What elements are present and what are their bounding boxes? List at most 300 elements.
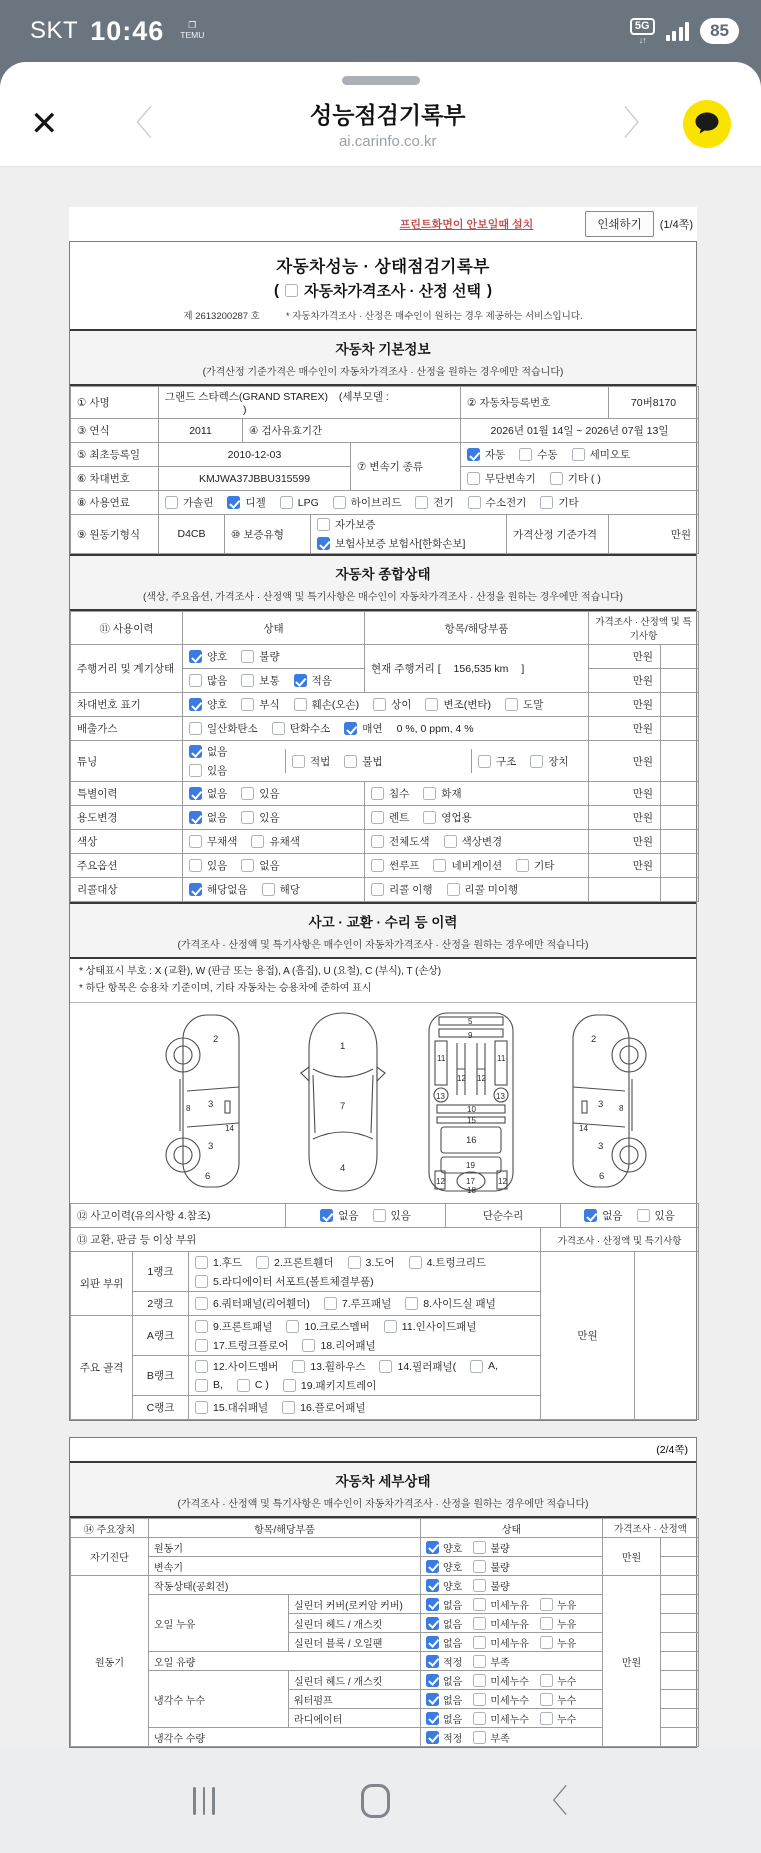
checkbox-option	[426, 1540, 462, 1555]
checkbox-option	[237, 1379, 269, 1392]
checkbox-unchecked[interactable]	[241, 811, 254, 824]
inspection-document-page1	[69, 241, 697, 1421]
tuning-options	[183, 741, 589, 782]
kakao-chat-button[interactable]	[683, 100, 731, 148]
checkbox-unchecked[interactable]	[195, 1360, 208, 1373]
checkbox-option	[467, 447, 505, 462]
android-navigation-bar	[0, 1748, 761, 1853]
emission-values: 0 %, 0 ppm, 4 %	[396, 722, 474, 735]
checkbox-checked[interactable]	[317, 537, 330, 550]
checkbox-unchecked[interactable]	[241, 698, 254, 711]
carrier-label: SKT	[30, 17, 79, 44]
checkbox-checked[interactable]	[189, 745, 202, 758]
home-icon[interactable]	[361, 1784, 390, 1818]
checkbox-checked[interactable]	[426, 1541, 439, 1554]
checkbox-unchecked[interactable]	[473, 1655, 486, 1668]
checkbox-option	[189, 858, 227, 873]
checkbox-checked[interactable]	[189, 650, 202, 663]
table-row	[71, 741, 699, 782]
price-value-cell	[661, 1538, 699, 1557]
checkbox-option	[550, 471, 601, 486]
checkbox-checked[interactable]	[189, 811, 202, 824]
checkbox-checked[interactable]	[189, 787, 202, 800]
checkbox-label: 9.프론트패널	[213, 1320, 273, 1333]
checkbox-unchecked[interactable]	[195, 1297, 208, 1310]
checkbox-label: 1.후드	[213, 1256, 243, 1269]
overall-state-table	[70, 611, 699, 902]
checkbox-unchecked[interactable]	[473, 1636, 486, 1649]
table-row	[71, 806, 699, 830]
checkbox-unchecked[interactable]	[405, 1297, 418, 1310]
current-mileage: 현재 주행거리 [ 156,535 km ]	[365, 645, 589, 693]
checkbox-checked[interactable]	[294, 674, 307, 687]
install-link[interactable]: 프린트화면이 안보일때 설치	[399, 219, 534, 231]
checkbox-unchecked[interactable]	[317, 518, 330, 531]
checkbox-label: 있음	[207, 860, 228, 872]
checkbox-unchecked[interactable]	[415, 496, 428, 509]
checkbox-option	[241, 697, 279, 712]
column-header: 가격조사 · 산정액 및 특기사항	[541, 1228, 699, 1252]
checkbox-unchecked[interactable]	[540, 1598, 553, 1611]
checkbox-option	[292, 1359, 365, 1374]
field-label: ② 자동차등록번호	[461, 387, 609, 419]
checkbox-unchecked[interactable]	[262, 883, 275, 896]
checkbox-label: 미세누수	[490, 1714, 529, 1726]
checkbox-unchecked[interactable]	[333, 496, 346, 509]
car-diagram-left-side-view	[166, 1015, 239, 1187]
checkbox-option	[473, 1559, 509, 1574]
checkbox-checked[interactable]	[426, 1674, 439, 1687]
checkbox-checked[interactable]	[227, 496, 240, 509]
checkbox-label: 12.사이드멤버	[213, 1360, 279, 1373]
checkbox-unchecked[interactable]	[371, 811, 384, 824]
checkbox-unchecked[interactable]	[473, 1598, 486, 1611]
checkbox-unchecked[interactable]	[348, 1256, 361, 1269]
panel-rank-table	[70, 1227, 699, 1420]
field-label: ③ 연식	[71, 419, 159, 443]
column-header: 상태	[183, 612, 365, 645]
basic-info-table-row6	[70, 514, 699, 554]
checkbox-unchecked[interactable]	[467, 472, 480, 485]
checkbox-unchecked[interactable]	[195, 1401, 208, 1414]
rank-label: C랭크	[133, 1396, 189, 1420]
back-chevron-icon[interactable]: 〈	[118, 103, 153, 144]
price-value-cell	[661, 741, 699, 782]
checkbox-unchecked[interactable]	[280, 496, 293, 509]
checkbox-unchecked[interactable]	[189, 859, 202, 872]
checkbox-unchecked[interactable]	[292, 1360, 305, 1373]
checkbox-option	[344, 754, 382, 769]
checkbox-label: 양호	[207, 699, 228, 711]
table-row	[71, 854, 699, 878]
checkbox-option	[302, 1338, 375, 1353]
bottom-sheet	[0, 62, 761, 166]
checkbox-label: 있음	[259, 788, 280, 800]
checkbox-label: 불량	[490, 1562, 510, 1574]
svg-text:11: 11	[497, 1054, 506, 1063]
checkbox-checked[interactable]	[426, 1693, 439, 1706]
checkbox-label: 양호	[443, 1581, 463, 1593]
checkbox-unchecked[interactable]	[189, 722, 202, 735]
field-label: ⑦ 변속기 종류	[351, 443, 461, 491]
checkbox-label: 누유	[556, 1638, 577, 1650]
checkbox-label: C )	[254, 1379, 269, 1391]
checkbox-label: 불량	[490, 1581, 510, 1593]
checkbox-unchecked[interactable]	[540, 1617, 553, 1630]
price-value-cell	[661, 1652, 699, 1671]
close-icon[interactable]: ✕	[30, 104, 59, 143]
price-value-cell	[661, 717, 699, 741]
car-diagram-right-side-view	[573, 1015, 646, 1187]
checkbox-unchecked[interactable]	[373, 698, 386, 711]
checkbox-option	[373, 697, 411, 712]
checkbox-unchecked[interactable]	[433, 859, 446, 872]
svg-text:18: 18	[467, 1186, 476, 1195]
field-label: 가격산정 기준가격	[507, 515, 609, 554]
checkbox-option	[227, 495, 265, 510]
checkbox-unchecked[interactable]	[256, 1256, 269, 1269]
sub-group-label: 오일 누유	[149, 1595, 289, 1652]
back-icon[interactable]: 〈	[535, 1781, 568, 1820]
transmission-options-1	[461, 443, 699, 467]
checkbox-label: 유채색	[269, 836, 300, 848]
checkbox-unchecked[interactable]	[165, 496, 178, 509]
checkbox-checked[interactable]	[189, 883, 202, 896]
checkbox-unchecked[interactable]	[282, 1401, 295, 1414]
checkbox-option	[189, 649, 227, 664]
checkbox-label: 누유	[556, 1619, 577, 1631]
field-label: ⑤ 최초등록일	[71, 443, 159, 467]
checkbox-unchecked[interactable]	[470, 1360, 483, 1373]
checkbox-unchecked[interactable]	[373, 1209, 386, 1222]
checkbox-label: 8.사이드실 패널	[423, 1298, 496, 1310]
checkbox-unchecked[interactable]	[189, 674, 202, 687]
checkbox-unchecked[interactable]	[444, 835, 457, 848]
checkbox-label: 17.트렁크플로어	[213, 1339, 289, 1352]
checkbox-unchecked[interactable]	[272, 722, 285, 735]
table-row	[71, 717, 699, 741]
checkbox-unchecked[interactable]	[540, 1636, 553, 1649]
checkbox-checked[interactable]	[426, 1579, 439, 1592]
table-row	[71, 443, 699, 467]
checkbox-label: 18.리어패널	[320, 1339, 376, 1352]
checkbox-option	[344, 721, 382, 736]
checkbox-unchecked[interactable]	[516, 859, 529, 872]
rank-label: A랭크	[133, 1316, 189, 1356]
checkbox-unchecked[interactable]	[473, 1579, 486, 1592]
signal-strength-icon	[666, 22, 690, 41]
section-accident-history-header: 사고 · 교환 · 수리 등 이력 (가격조사 · 산정액 및 특기사항은 매수인이 자동차가격조사 · 산정을 원하는 경우에만 적습니다)	[70, 902, 696, 959]
svg-text:1: 1	[340, 1041, 346, 1052]
checkbox-checked[interactable]	[426, 1655, 439, 1668]
group-label: 자기진단	[71, 1538, 149, 1576]
checkbox-label: 상이	[391, 699, 412, 711]
state-options	[421, 1728, 603, 1747]
checkbox-option	[333, 495, 402, 510]
checkbox-option	[540, 495, 578, 510]
checkbox-label: 부식	[259, 699, 280, 711]
checkbox-unchecked[interactable]	[478, 755, 491, 768]
checkbox-unchecked[interactable]	[241, 787, 254, 800]
column-header: ⑪ 사용이력	[71, 612, 183, 645]
checkbox-unchecked[interactable]	[237, 1379, 250, 1392]
checkbox-unchecked[interactable]	[195, 1339, 208, 1352]
car-diagram-top-view	[301, 1013, 385, 1191]
print-button[interactable]: 인쇄하기	[585, 211, 653, 237]
checkbox-option	[189, 721, 258, 736]
svg-text:8: 8	[186, 1104, 191, 1113]
price-unit: 만원	[589, 741, 661, 782]
checkbox-label: 리콜 이행	[389, 884, 433, 896]
checkbox-label: 3.도어	[365, 1256, 395, 1269]
state-options	[421, 1671, 603, 1690]
model-year-value: 2011	[159, 419, 243, 443]
checkbox-unchecked[interactable]	[241, 674, 254, 687]
checkbox-label: 적음	[311, 675, 332, 687]
table-row	[71, 419, 699, 443]
checkbox-unchecked[interactable]	[423, 787, 436, 800]
checkbox-unchecked[interactable]	[540, 496, 553, 509]
group-label: 외판 부위	[71, 1252, 133, 1316]
checkbox-option	[426, 1635, 462, 1650]
checkbox-option	[294, 697, 360, 712]
field-label: ⑨ 원동기형식	[71, 515, 159, 554]
rank-label: 1랭크	[133, 1252, 189, 1292]
checkbox-option	[371, 810, 409, 825]
checkbox-label: A,	[488, 1360, 499, 1372]
checkbox-unchecked[interactable]	[505, 698, 518, 711]
page-indicator-2: (2/4쪽)	[70, 1438, 696, 1461]
checkbox-label: 보통	[259, 675, 280, 687]
sheet-drag-handle[interactable]	[342, 76, 420, 85]
price-unit: 만원	[589, 830, 661, 854]
checkbox-unchecked[interactable]	[473, 1712, 486, 1725]
checkbox-unchecked[interactable]	[292, 755, 305, 768]
checkbox-label: 기타	[534, 860, 555, 872]
price-unit: 만원	[589, 806, 661, 830]
checkbox-label: 미세누유	[490, 1638, 529, 1650]
checkbox-option	[473, 1711, 529, 1726]
checkbox-unchecked[interactable]	[550, 472, 563, 485]
checkbox-unchecked[interactable]	[324, 1297, 337, 1310]
svg-text:3: 3	[598, 1099, 604, 1110]
checkbox-checked[interactable]	[467, 448, 480, 461]
checkbox-label: 없음	[602, 1210, 623, 1222]
checkbox-unchecked[interactable]	[344, 755, 357, 768]
checkbox-option	[540, 1673, 576, 1688]
checkbox-label: 14.필러패널(	[397, 1360, 457, 1373]
checkbox-unchecked[interactable]	[241, 650, 254, 663]
checkbox-unchecked[interactable]	[473, 1541, 486, 1554]
checkbox-option	[426, 1692, 462, 1707]
checkbox-checked[interactable]	[426, 1560, 439, 1573]
checkbox-option	[195, 1319, 272, 1334]
price-unit-empty	[589, 878, 661, 902]
price-unit: 만원	[603, 1576, 661, 1747]
price-unit: 만원	[603, 1538, 661, 1576]
price-survey-label: 자동차가격조사 · 산정 선택	[304, 283, 481, 300]
checkbox-label: 불량	[259, 651, 280, 663]
checkbox-label: 많음	[207, 675, 228, 687]
column-header: 항목/해당부품	[365, 612, 589, 645]
checkbox-option	[473, 1597, 529, 1612]
checkbox-label: 자동	[485, 449, 506, 461]
checkbox-unchecked[interactable]	[447, 883, 460, 896]
checkbox-option	[447, 882, 519, 897]
checkbox-checked[interactable]	[320, 1209, 333, 1222]
checkbox-option	[195, 1379, 223, 1392]
checkbox-label: 미세누유	[490, 1600, 529, 1612]
engine-type-value: D4CB	[159, 515, 225, 554]
section-overall-state-header: 자동차 종합상태 (색상, 주요옵션, 가격조사 · 산정액 및 특기사항은 매수인이 자동차가격조사 · 산정을 원하는 경우에만 적습니다)	[70, 554, 696, 611]
checkbox-unchecked[interactable]	[195, 1256, 208, 1269]
checkbox-unchecked[interactable]	[251, 835, 264, 848]
svg-text:14: 14	[225, 1124, 234, 1133]
table-row	[71, 515, 699, 554]
checkbox-unchecked[interactable]	[473, 1674, 486, 1687]
checkbox-label: 부족	[490, 1657, 510, 1669]
price-unit: 만원	[589, 693, 661, 717]
checkbox-label: 누수	[556, 1714, 577, 1726]
checkbox-unchecked[interactable]	[468, 496, 481, 509]
checkbox-checked[interactable]	[426, 1598, 439, 1611]
checkbox-option	[379, 1359, 456, 1374]
checkbox-label: 양호	[443, 1543, 463, 1555]
table-row	[71, 1538, 699, 1557]
usage-change-options	[183, 806, 365, 830]
checkbox-unchecked[interactable]	[195, 1320, 208, 1333]
accident-history-row	[70, 1203, 699, 1228]
checkbox-unchecked[interactable]	[241, 859, 254, 872]
rankA-items	[189, 1316, 541, 1356]
chat-bubble-icon	[695, 112, 719, 135]
checkbox-option	[195, 1359, 278, 1374]
checkbox-unchecked[interactable]	[540, 1693, 553, 1706]
checkbox-label: 없음	[443, 1714, 463, 1726]
checkbox-unchecked[interactable]	[371, 883, 384, 896]
checkbox-unchecked[interactable]	[384, 1320, 397, 1333]
price-unit: 만원	[541, 1252, 635, 1420]
checkbox-label: 구조	[496, 755, 517, 768]
inspection-document-page2	[69, 1437, 697, 1748]
checkbox-unchecked[interactable]	[409, 1256, 422, 1269]
price-survey-checkbox[interactable]	[285, 284, 298, 297]
checkbox-label: 있음	[207, 765, 228, 777]
group-label: 주요 골격	[71, 1316, 133, 1420]
checkbox-unchecked[interactable]	[572, 448, 585, 461]
checkbox-option	[195, 1274, 374, 1289]
table-row	[71, 1228, 699, 1252]
checkbox-checked[interactable]	[344, 722, 357, 735]
checkbox-option	[426, 1559, 462, 1574]
checkbox-unchecked[interactable]	[540, 1674, 553, 1687]
rank2-items	[189, 1292, 541, 1316]
checkbox-unchecked[interactable]	[379, 1360, 392, 1373]
checkbox-unchecked[interactable]	[371, 859, 384, 872]
svg-text:7: 7	[340, 1101, 346, 1112]
checkbox-checked[interactable]	[189, 698, 202, 711]
section-basic-info-header: 자동차 기본정보 (가격산정 기준가격은 매수인이 자동차가격조사 · 산정을 원하는 경우에만 적습니다)	[70, 329, 696, 386]
price-value-cell	[661, 1728, 699, 1747]
recall-options	[183, 878, 365, 902]
registration-number-value: 70버8170	[609, 387, 699, 419]
checkbox-unchecked[interactable]	[302, 1339, 315, 1352]
checkbox-unchecked[interactable]	[371, 835, 384, 848]
checkbox-option	[294, 673, 332, 688]
checkbox-unchecked[interactable]	[195, 1275, 208, 1288]
checkbox-unchecked[interactable]	[195, 1379, 208, 1392]
checkbox-unchecked[interactable]	[286, 1320, 299, 1333]
price-value-cell	[661, 1671, 699, 1690]
vehicle-name-value: 그랜드 스타렉스(GRAND STAREX) (세부모델 : )	[159, 387, 461, 419]
row-label: 리콜대상	[71, 878, 183, 902]
svg-text:14: 14	[579, 1124, 588, 1133]
checkbox-label: 불법	[362, 755, 383, 768]
checkbox-checked[interactable]	[584, 1209, 597, 1222]
checkbox-unchecked[interactable]	[294, 698, 307, 711]
price-value-cell	[661, 1595, 699, 1614]
checkbox-unchecked[interactable]	[189, 764, 202, 777]
svg-text:17: 17	[466, 1177, 475, 1186]
checkbox-unchecked[interactable]	[473, 1560, 486, 1573]
item-label: 실린더 블록 / 오일팬	[289, 1633, 421, 1652]
checkbox-unchecked[interactable]	[189, 835, 202, 848]
checkbox-unchecked[interactable]	[530, 755, 543, 768]
checkbox-unchecked[interactable]	[540, 1712, 553, 1725]
checkbox-option	[530, 754, 568, 769]
checkbox-unchecked[interactable]	[519, 448, 532, 461]
checkbox-label: 수소전기	[485, 497, 527, 509]
recent-apps-icon[interactable]	[193, 1787, 215, 1815]
checkbox-label: 5.라디에이터 서포트(볼트체결부품)	[213, 1275, 374, 1288]
svg-text:4: 4	[340, 1163, 346, 1174]
accident-options	[286, 1204, 446, 1228]
state-options	[421, 1633, 603, 1652]
checkbox-label: 적법	[310, 755, 331, 768]
column-header: 항목/해당부품	[149, 1519, 421, 1538]
checkbox-unchecked[interactable]	[637, 1209, 650, 1222]
checkbox-option	[505, 697, 543, 712]
row-label: 주요옵션	[71, 854, 183, 878]
checkbox-label: 19.패키지트레이	[300, 1379, 377, 1392]
checkbox-label: 일산화탄소	[207, 723, 258, 735]
mileage-state-options	[183, 645, 365, 669]
checkbox-checked[interactable]	[426, 1731, 439, 1744]
checkbox-unchecked[interactable]	[473, 1731, 486, 1744]
checkbox-unchecked[interactable]	[371, 787, 384, 800]
checkbox-checked[interactable]	[426, 1712, 439, 1725]
checkbox-unchecked[interactable]	[425, 698, 438, 711]
forward-chevron-icon[interactable]: 〉	[623, 103, 657, 144]
state-options	[421, 1652, 603, 1671]
checkbox-unchecked[interactable]	[473, 1617, 486, 1630]
rankC-items	[189, 1396, 541, 1420]
row-label: 용도변경	[71, 806, 183, 830]
checkbox-option	[371, 834, 430, 849]
checkbox-unchecked[interactable]	[283, 1379, 296, 1392]
checkbox-checked[interactable]	[426, 1617, 439, 1630]
checkbox-unchecked[interactable]	[473, 1693, 486, 1706]
svg-text:10: 10	[467, 1105, 476, 1114]
checkbox-unchecked[interactable]	[423, 811, 436, 824]
checkbox-option	[241, 858, 279, 873]
checkbox-checked[interactable]	[426, 1636, 439, 1649]
svg-text:2: 2	[213, 1034, 219, 1045]
svg-text:8: 8	[619, 1104, 624, 1113]
checkbox-label: 도말	[523, 699, 544, 711]
document-title-block	[70, 242, 696, 329]
checkbox-label: 없음	[338, 1210, 359, 1222]
